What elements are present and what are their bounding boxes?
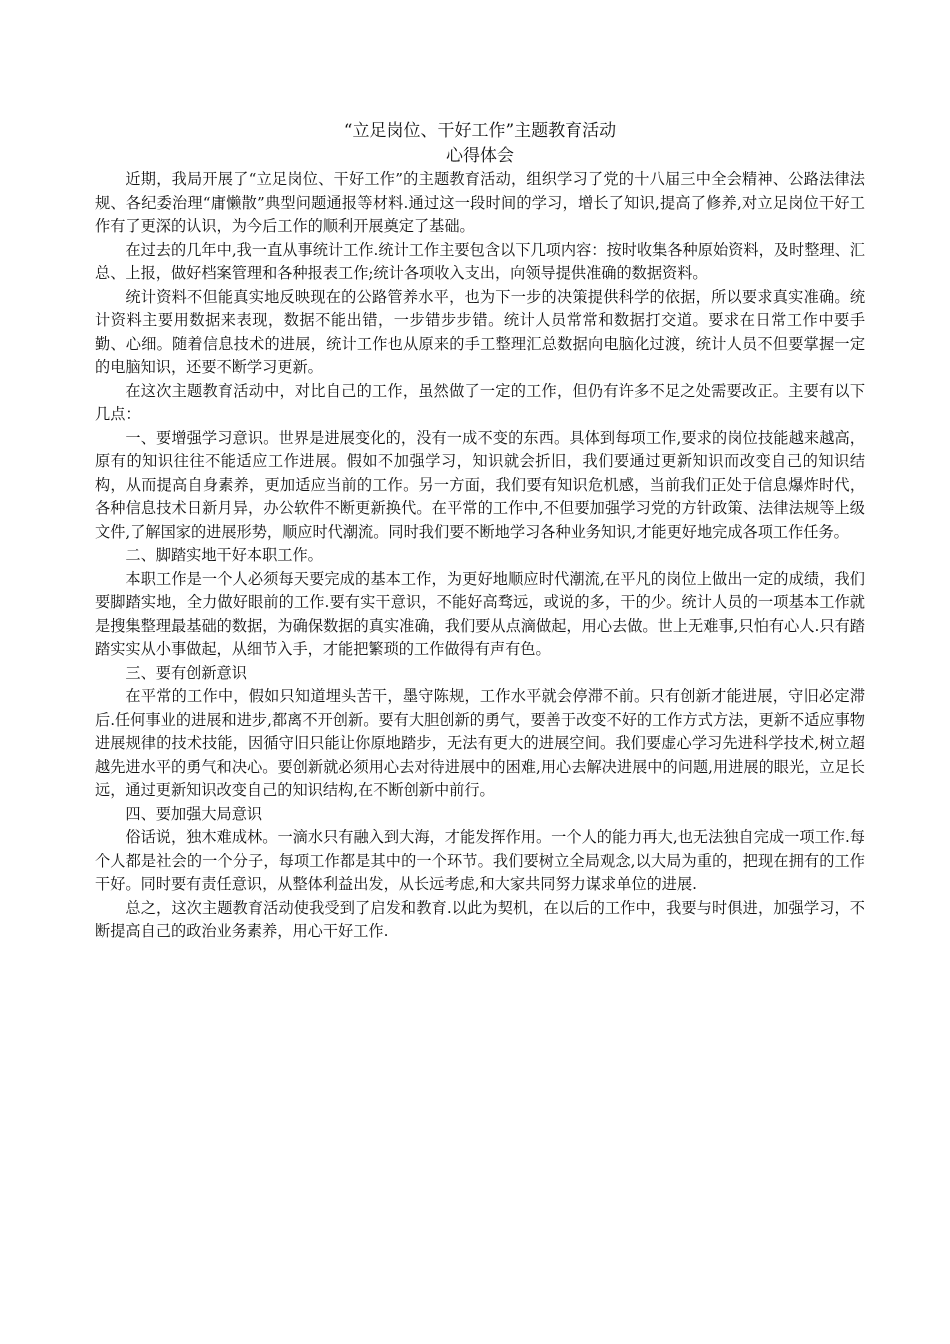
heading-point-three: 三、要有创新意识	[125, 663, 247, 682]
heading-point-four: 四、要加强大局意识	[125, 804, 263, 823]
paragraph-statistics: 统计资料不但能真实地反映现在的公路管养水平，也为下一步的决策提供科学的依据，所以要求真实准确。统计资料主要用数据来表现，数据不能出错，一步错步步错。统计人员常常和数据打交道。要求在日常工作中要手勤、心细。随着信息技术的进展，统计工作也从原来的手工整理汇总数据向电脑化过渡，统计人员不但要掌握一定的电脑知识，还要不断学习更新。	[95, 287, 865, 376]
document-title: “立足岗位、干好工作”主题教育活动	[343, 121, 617, 141]
paragraph-intro: 近期，我局开展了“立足岗位、干好工作”的主题教育活动，组织学习了党的十八届三中全会精神、公路法律法规、各纪委治理“庸懒散”典型问题通报等材料.通过这一段时间的学习，增长了知识,提高了修养,对立足岗位干好工作有了更深的认识，为今后工作的顺利开展奠定了基础。	[95, 170, 865, 235]
paragraph-point-three: 在平常的工作中，假如只知道埋头苦干，墨守陈规，工作水平就会停滞不前。只有创新才能进展，守旧必定滞后.任何事业的进展和进步,都离不开创新。要有大胆创新的勇气，要善于改变不好的工作方式方法，更新不适应事物进展规律的技术技能，因循守旧只能让你原地踏步，无法有更大的进展空间。我们要虚心学习先进科学技术,树立超越先进水平的勇气和决心。要创新就必须用心去对待进展中的困难,用心去解决进展中的问题,用进展的眼光，立足长远，通过更新知识改变自己的知识结构,在不断创新中前行。	[95, 687, 865, 799]
paragraph-point-two: 本职工作是一个人必须每天要完成的基本工作，为更好地顺应时代潮流,在平凡的岗位上做出一定的成绩，我们要脚踏实地，全力做好眼前的工作.要有实干意识，不能好高骛远，或说的多，干的少。统计人员的一项基本工作就是搜集整理最基础的数据，为确保数据的真实准确，我们要从点滴做起，用心去做。世上无难事,只怕有心人.只有踏踏实实从小事做起，从细节入手，才能把繁琐的工作做得有声有色。	[95, 569, 865, 658]
paragraph-point-one: 一、要增强学习意识。世界是进展变化的，没有一成不变的东西。具体到每项工作,要求的岗位技能越来越高，原有的知识往往不能适应工作进展。假如不加强学习，知识就会折旧，我们要通过更新知识而改变自己的知识结构，从而提高自身素养，更加适应当前的工作。另一方面，我们要有知识危机感，当前我们正处于信息爆炸时代，各种信息技术日新月异，办公软件不断更新换代。在平常的工作中,不但要加强学习党的方针政策、法律法规等上级文件,了解国家的进展形势，顺应时代潮流。同时我们要不断地学习各种业务知识,才能更好地完成各项工作任务。	[95, 428, 865, 541]
heading-point-two: 二、脚踏实地干好本职工作。	[125, 546, 323, 564]
paragraph-shortcomings: 在这次主题教育活动中，对比自己的工作，虽然做了一定的工作，但仍有许多不足之处需要改正。主要有以下几点：	[95, 381, 865, 423]
paragraph-conclusion: 总之，这次主题教育活动使我受到了启发和教育.以此为契机，在以后的工作中，我要与时俱进，加强学习，不断提高自己的政治业务素养，用心干好工作.	[95, 898, 865, 940]
document-body	[95, 118, 865, 944]
paragraph-background: 在过去的几年中,我一直从事统计工作.统计工作主要包含以下几项内容：按时收集各种原始资料，及时整理、汇总、上报，做好档案管理和各种报表工作;统计各项收入支出，向领导提供准确的数据资料。	[95, 240, 865, 282]
paragraph-point-four: 俗话说，独木难成林。一滴水只有融入到大海，才能发挥作用。一个人的能力再大,也无法独自完成一项工作.每个人都是社会的一个分子，每项工作都是其中的一个环节。我们要树立全局观念,以大局为重的，把现在拥有的工作干好。同时要有责任意识，从整体利益出发，从长远考虑,和大家共同努力谋求单位的进展.	[95, 828, 865, 893]
document-subtitle: 心得体会	[446, 146, 514, 166]
